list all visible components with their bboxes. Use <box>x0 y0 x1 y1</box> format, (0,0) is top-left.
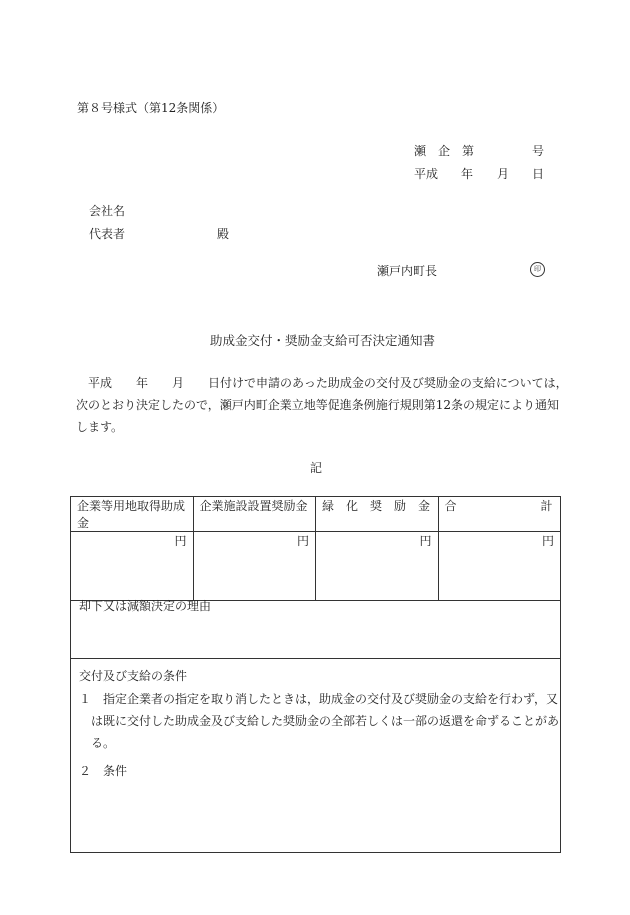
header-total: 合 計 <box>438 497 561 532</box>
company-name-label: 会社名 <box>89 204 126 218</box>
condition-item-1 <box>79 688 560 754</box>
ki-heading: 記 <box>310 461 323 475</box>
body-line-2: 次のとおり決定したので，瀬戸内町企業立地等促進条例施行規則第12条の規定により通知 <box>76 398 560 412</box>
header-facility-incentive: 企業施設設置奨励金 <box>193 497 316 532</box>
condition-item-2: ２ 条件 <box>79 764 128 778</box>
date-day: 日 <box>532 167 545 181</box>
date-month: 月 <box>497 167 510 181</box>
seal-icon: 印 <box>530 262 545 277</box>
issuer-name: 瀬戸内町長 <box>377 264 438 278</box>
header-land-subsidy: 企業等用地取得助成金 <box>71 497 194 532</box>
form-number: 第８号様式（第12条関係） <box>77 101 225 115</box>
condition-1-line-3: る。 <box>79 736 116 750</box>
amount-table <box>70 496 561 601</box>
representative-label: 代表者 <box>89 227 126 241</box>
reason-section <box>70 591 561 659</box>
body-line-1: 平成 年 月 日付けで申請のあった助成金の交付及び奨励金の支給については， <box>88 376 568 390</box>
body-line-3: します。 <box>76 420 124 434</box>
condition-1-line-1: １ 指定企業者の指定を取り消したときは，助成金の交付及び奨励金の支給を行わず，又 <box>79 692 559 706</box>
body-paragraph <box>76 372 568 438</box>
honorific: 殿 <box>217 227 230 241</box>
table-header-row <box>71 497 561 532</box>
amount-total: 円 <box>438 532 561 601</box>
reason-label: 却下又は減額決定の理由 <box>79 599 212 613</box>
condition-1-line-2: は既に交付した助成金及び支給した奨励金の全部若しくは一部の返還を命ずることがあ <box>79 714 560 728</box>
reference-number-suffix: 号 <box>532 144 545 158</box>
header-greening-incentive: 緑 化 奨 励 金 <box>316 497 439 532</box>
amount-land-subsidy: 円 <box>71 532 194 601</box>
date-era: 平成 <box>414 167 439 181</box>
document-title: 助成金交付・奨励金支給可否決定通知書 <box>210 333 436 348</box>
amount-greening-incentive: 円 <box>316 532 439 601</box>
date-year: 年 <box>461 167 474 181</box>
amount-facility-incentive: 円 <box>193 532 316 601</box>
conditions-label: 交付及び支給の条件 <box>79 669 188 683</box>
conditions-section <box>70 658 561 853</box>
reference-prefix: 瀬 企 第 <box>414 144 475 158</box>
